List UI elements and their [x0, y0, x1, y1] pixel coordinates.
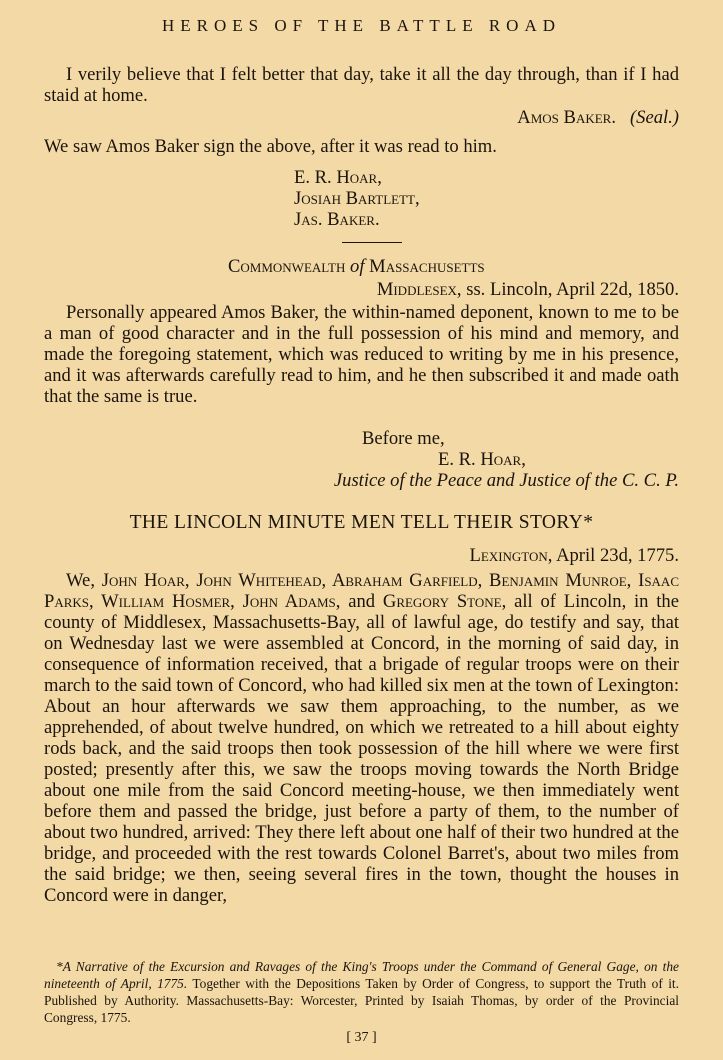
paragraph-text	[44, 570, 679, 906]
deponent-last-name: Gregory Stone,	[382, 591, 507, 612]
section-divider	[342, 242, 402, 243]
section-title: THE LINCOLN MINUTE MEN TELL THEIR STORY*	[129, 512, 594, 533]
venue-line	[377, 279, 679, 300]
signer-name: Amos Baker.	[517, 107, 616, 128]
of-word: of	[350, 256, 365, 277]
running-head: HEROES OF THE BATTLE ROAD	[161, 16, 562, 35]
dateline	[470, 545, 679, 566]
page-number: [ 37 ]	[346, 1030, 377, 1045]
venue-date: ss. Lincoln, April 22d, 1850.	[466, 279, 679, 300]
we: We,	[66, 570, 102, 591]
seal-mark: (Seal.)	[629, 107, 679, 128]
deposition-text: all of Lincoln, in the county of Middlesex, Massachusetts-Bay, all of lawful age, do testify and say, that on Wednesday last we were assembled at Concord, in the morning of said day, in consequence of information received, that a brigade of regular troops were on their march to the said town of Concord, who had killed six men at the town of Lexington: About an hour afterwards we saw them approaching, to the number, as we apprehended, of about twelve hundred, on which we retreated to a hill about eighty rods back, and the said troops then took possession of the hill where we were first posted; presently after this, we saw the troops moving towards the North Bridge about one mile from the said Concord meeting-house, we then immediately went before them and passed the bridge, just before a party of them, to the number of about two hundred, arrived: They there left about one half of their two hundred at the bridge, and proceeded with the rest towards Colonel Barret's, about two miles from the said bridge; we then, seeing several fires in the town, thought the houses in Concord were in danger,	[44, 591, 679, 906]
deponent-names: John Hoar, John Whitehead, Abraham Garfield, Benjamin Munroe, Isaac Parks, William Hosmer, John Adams,	[44, 570, 679, 612]
witness-list	[294, 167, 420, 230]
commonwealth-heading	[228, 256, 485, 277]
minute-men-deposition	[44, 570, 679, 906]
witness-statement: We saw Amos Baker sign the above, after it was read to him.	[44, 136, 497, 157]
baker-closing-paragraph	[44, 64, 679, 128]
county: Middlesex,	[376, 279, 462, 300]
justice-name: E. R. Hoar,	[438, 449, 526, 470]
dateline-place: Lexington,	[469, 545, 553, 566]
paragraph-text: Personally appeared Amos Baker, the within-named deponent, known to me to be a man of good character and in the full possession of his mind and memory, and made the foregoing statement, which was reduced to writing by me in his presence, and it was afterwards carefully read to him, and he then subscribed it and made oath that the same is true.	[44, 302, 679, 407]
dateline-date: April 23d, 1775.	[556, 545, 679, 566]
state-word: Massachusetts	[369, 256, 485, 277]
witness-name: Jas. Baker.	[294, 209, 380, 230]
baker-signature	[44, 107, 679, 128]
witness-name: E. R. Hoar,	[294, 167, 382, 188]
commonwealth-word: Commonwealth	[228, 256, 346, 277]
witness-name: Josiah Bartlett,	[294, 188, 420, 209]
paragraph-text: I verily believe that I felt better that day, take it all the day through, than if I had staid at home.	[44, 64, 679, 106]
justice-title: Justice of the Peace and Justice of the C. C. P.	[333, 470, 679, 491]
footnote-title: *A Narrative of the Excursion and Ravages of the King's Troops under the Command of General Gage, on the nineteenth of April, 1775.	[44, 959, 679, 991]
before-me: Before me,	[362, 428, 445, 449]
jurat-paragraph	[44, 302, 679, 407]
conjunction: and	[340, 591, 383, 612]
footnote	[44, 958, 679, 1026]
footnote-publication: Together with the Depositions Taken by Order of Congress, to support the Truth of it. Published by Authority. Massachusetts-Bay: Worcester, Printed by Isaiah Thomas, by order of the Provincial Congress, 1775.	[44, 976, 679, 1025]
